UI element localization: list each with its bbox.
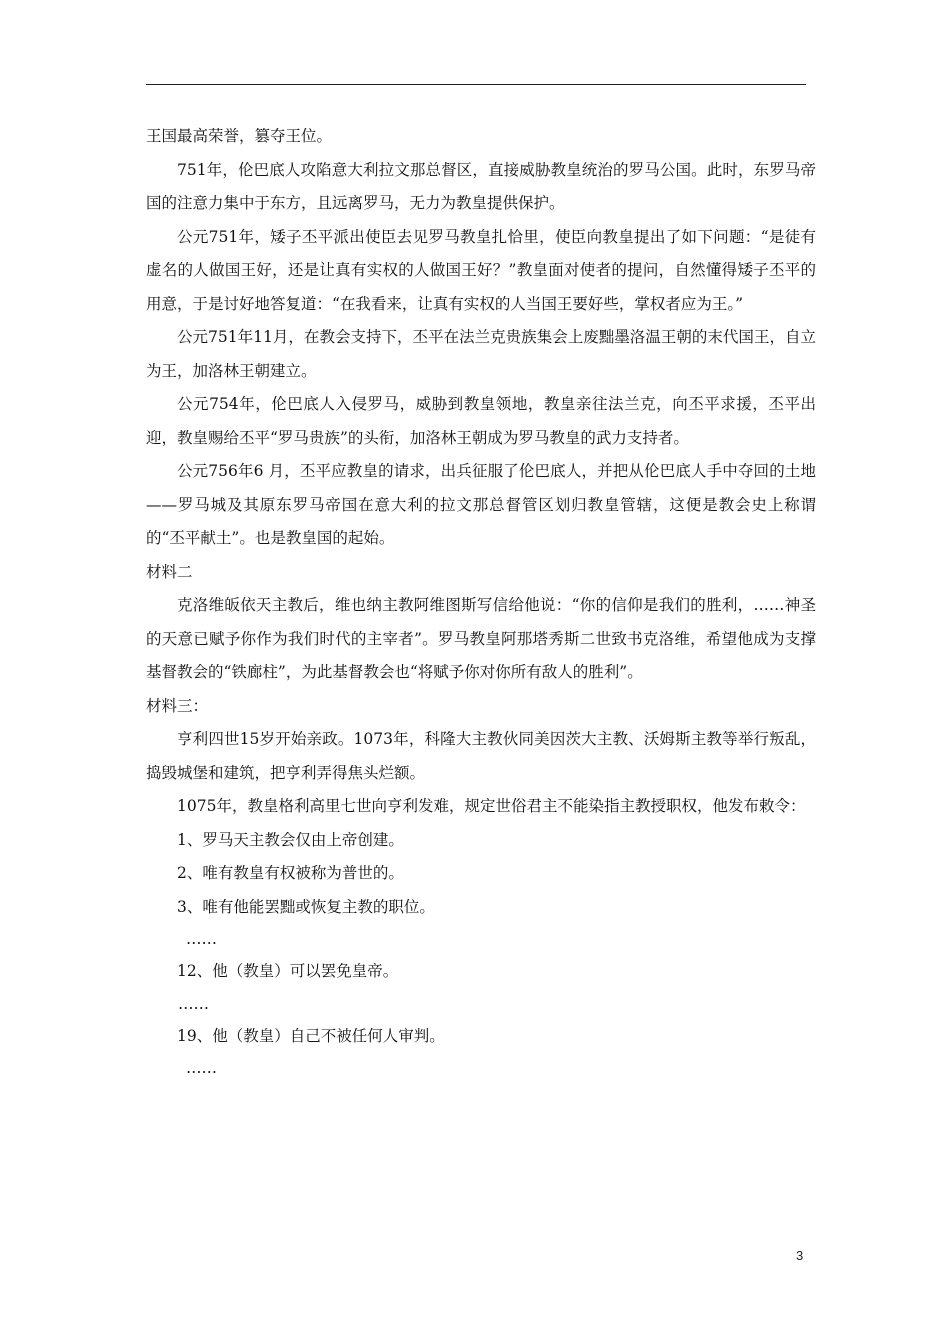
paragraph-1075: 1075年，教皇格利高里七世向亨利发难，规定世俗君主不能染指主教授职权，他发布敕令： [177, 797, 806, 815]
list-item-19: 19、他（教皇）自己不被任何人审判。 [177, 1026, 445, 1045]
list-item-1: 1、罗马天主教会仅由上帝创建。 [177, 830, 404, 849]
ellipsis: …… [186, 1059, 217, 1077]
paragraph-756: 公元756年6 月，丕平应教皇的请求，出兵征服了伦巴底人，并把从伦巴底人手中夺回的土地——罗马城及其原东罗马帝国在意大利的拉文那总督管区划归教皇管辖，这便是教会史上称谓的“丕平献土”。也是教皇国的起始。 [146, 462, 816, 547]
header-rule [146, 84, 806, 85]
paragraph-751-november: 公元751年11月，在教会支持下，丕平在法兰克贵族集会上废黜墨洛温王朝的末代国王，自立为王，加洛林王朝建立。 [146, 328, 816, 380]
paragraph-751-lombards: 751年，伦巴底人攻陷意大利拉文那总督区，直接威胁教皇统治的罗马公国。此时，东罗马帝国的注意力集中于东方，且远离罗马，无力为教皇提供保护。 [146, 160, 816, 212]
paragraph-751-envoy: 公元751年，矮子丕平派出使臣去见罗马教皇扎恰里，使臣向教皇提出了如下问题：“是徒有虚名的人做国王好，还是让真有实权的人做国王好？”教皇面对使者的提问，自然懂得矮子丕平的用意，于是讨好地答复道：“在我看来，让真有实权的人当国王要好些，掌权者应为王。” [146, 227, 816, 313]
paragraph-754: 公元754年，伦巴底人入侵罗马，威胁到教皇领地，教皇亲往法兰克，向丕平求援，丕平出迎，教皇赐给丕平“罗马贵族”的头衔，加洛林王朝成为罗马教皇的武力支持者。 [146, 395, 816, 447]
section-heading-material-3: 材料三： [146, 696, 209, 715]
list-item-3: 3、唯有他能罢黜或恢复主教的职位。 [177, 897, 435, 916]
paragraph-clovis: 克洛维皈依天主教后，维也纳主教阿维图斯写信给他说：“你的信仰是我们的胜利，……神圣的天意已赋予你作为我们时代的主宰者”。罗马教皇阿那塔秀斯二世致书克洛维，希望他成为支撑基督教会的“铁廊柱”，为此基督教会也“将赋予你对你所有敌人的胜利”。 [146, 596, 816, 681]
document-body [146, 120, 816, 1084]
ellipsis: …… [186, 930, 217, 948]
ellipsis: …… [178, 994, 209, 1013]
section-heading-material-2: 材料二 [146, 562, 193, 581]
list-item-2: 2、唯有教皇有权被称为普世的。 [177, 864, 404, 882]
page-number: 3 [796, 1248, 804, 1263]
list-item-12: 12、他（教皇）可以罢免皇帝。 [177, 962, 399, 980]
paragraph-continuation: 王国最高荣誉，篡夺王位。 [146, 127, 333, 145]
paragraph-henry-iv: 亨利四世15岁开始亲政。1073年，科隆大主教伙同美因茨大主教、沃姆斯主教等举行叛乱，捣毁城堡和建筑，把亨利弄得焦头烂额。 [146, 730, 816, 782]
